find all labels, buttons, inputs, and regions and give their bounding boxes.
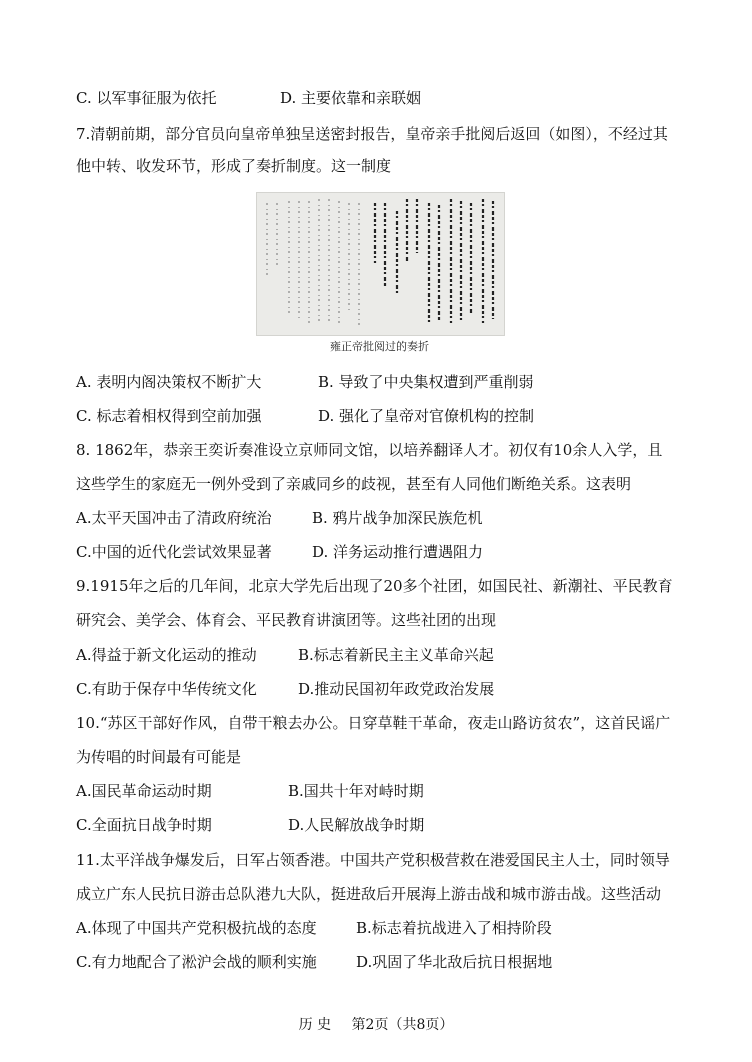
footer-subject: 历 史 [298, 1017, 332, 1033]
figure-caption: 雍正帝批阅过的奏折 [330, 340, 429, 353]
page-footer [0, 1015, 752, 1035]
q9-option-b: B.标志着新民主主义革命兴起 [298, 646, 494, 664]
q8-stem-line1: 8. 1862年，恭亲王奕䜣奏准设立京师同文馆，以培养翻译人才。初仅有10余人入学，且 [76, 441, 663, 459]
q7-option-d: D. 强化了皇帝对官僚机构的控制 [318, 407, 535, 425]
q10-option-c: C.全面抗日战争时期 [76, 816, 212, 834]
q10-stem-line1: 10.“苏区干部好作风，自带干粮去办公。日穿草鞋干革命，夜走山路访贫农”，这首民谣广 [76, 714, 671, 732]
q8-option-d: D. 洋务运动推行遭遇阻力 [312, 543, 484, 561]
q9-option-c: C.有助于保存中华传统文化 [76, 680, 257, 698]
q8-option-c: C.中国的近代化尝试效果显著 [76, 543, 272, 561]
q9-stem-line1: 9.1915年之后的几年间，北京大学先后出现了20多个社团，如国民社、新潮社、平民教育 [76, 577, 673, 595]
q8-option-a: A.太平天国冲击了清政府统治 [76, 509, 272, 527]
q9-option-a: A.得益于新文化运动的推动 [76, 646, 257, 664]
q7-option-b: B. 导致了中央集权遭到严重削弱 [318, 373, 534, 391]
q10-stem-line2: 为传唱的时间最有可能是 [76, 748, 242, 766]
q11-stem-line2: 成立广东人民抗日游击总队港九大队，挺进敌后开展海上游击战和城市游击战。这些活动 [76, 885, 662, 903]
q7-stem-line1: 7.清朝前期，部分官员向皇帝单独呈送密封报告，皇帝亲手批阅后返回（如图），不经过其 [76, 125, 668, 143]
q8-option-b: B. 鸦片战争加深民族危机 [312, 509, 483, 527]
q11-option-a: A.体现了中国共产党积极抗战的态度 [76, 919, 317, 937]
q6-option-d: D. 主要依靠和亲联姻 [280, 89, 422, 107]
memorial-image [256, 192, 505, 336]
q10-option-b: B.国共十年对峙时期 [288, 782, 424, 800]
q11-option-b: B.标志着抗战进入了相持阶段 [356, 919, 552, 937]
q11-option-c: C.有力地配合了淞沪会战的顺利实施 [76, 953, 317, 971]
q7-option-a: A. 表明内阁决策权不断扩大 [76, 373, 262, 391]
q11-option-d: D.巩固了华北敌后抗日根据地 [356, 953, 553, 971]
q9-stem-line2: 研究会、美学会、体育会、平民教育讲演团等。这些社团的出现 [76, 611, 497, 629]
q9-option-d: D.推动民国初年政党政治发展 [298, 680, 495, 698]
q6-option-c: C. 以军事征服为依托 [76, 89, 217, 107]
q10-option-a: A.国民革命运动时期 [76, 782, 212, 800]
q8-stem-line2: 这些学生的家庭无一例外受到了亲戚同乡的歧视，甚至有人同他们断绝关系。这表明 [76, 475, 632, 493]
q10-option-d: D.人民解放战争时期 [288, 816, 425, 834]
footer-page-number: 第2页（共8页） [351, 1017, 454, 1033]
q7-stem-line2: 他中转、收发环节，形成了奏折制度。这一制度 [76, 157, 392, 175]
q11-stem-line1: 11.太平洋战争爆发后，日军占领香港。中国共产党积极营救在港爱国民主人士，同时领导 [76, 851, 670, 869]
memorial-calligraphy-illustration [257, 193, 504, 335]
q7-option-c: C. 标志着相权得到空前加强 [76, 407, 262, 425]
